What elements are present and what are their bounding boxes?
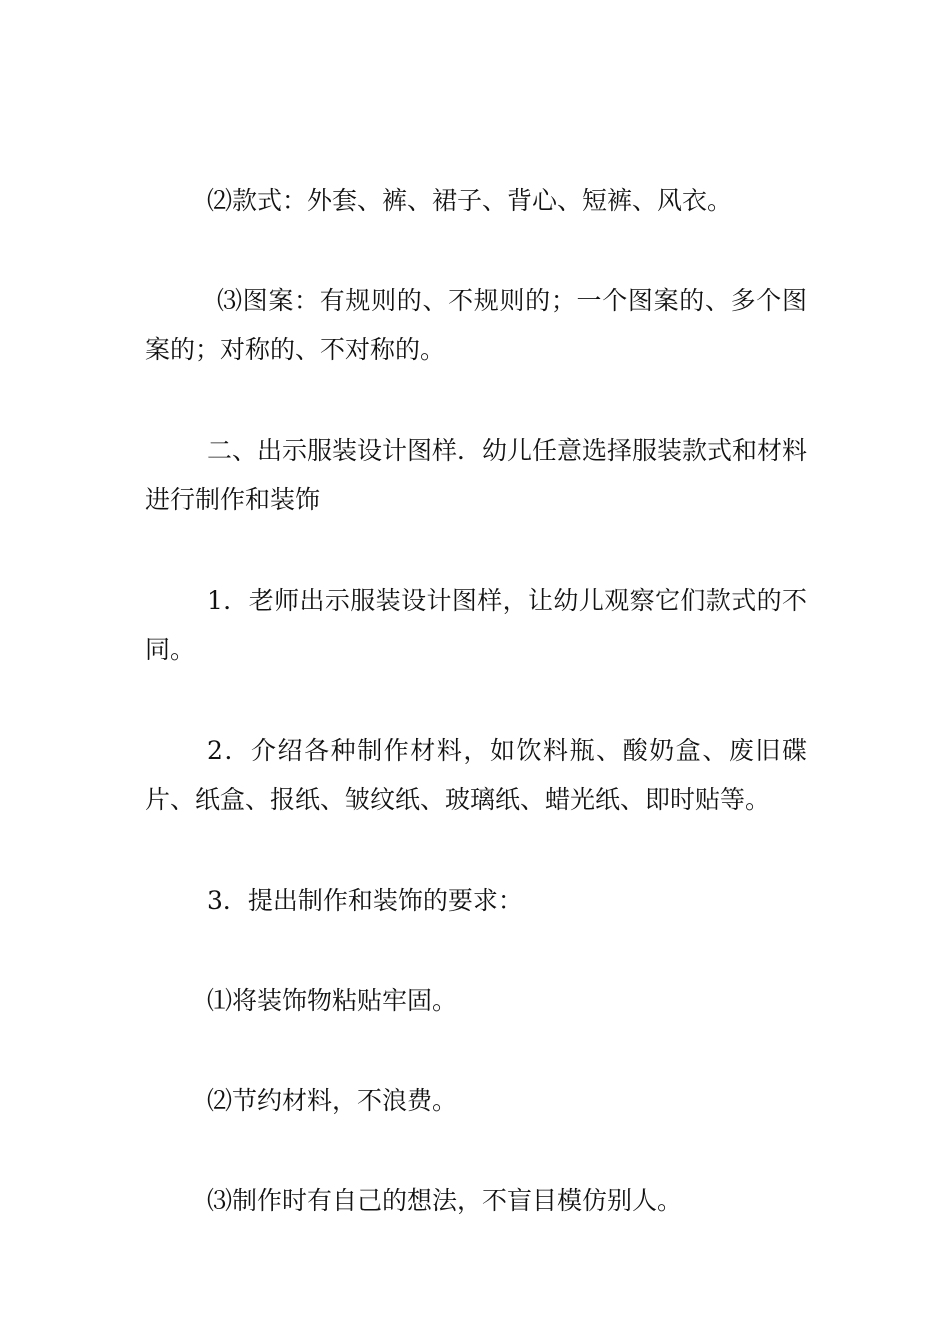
requirement-1: ⑴将装饰物粘贴牢固。	[207, 986, 458, 1015]
section-heading-two: 二、出示服装设计图样．幼儿任意选择服装款式和材料进行制作和装饰	[145, 436, 808, 514]
paragraph-item-1: 1．老师出示服装设计图样，让幼儿观察它们款式的不同。	[145, 586, 807, 664]
requirement-2: ⑵节约材料，不浪费。	[207, 1086, 458, 1115]
requirement-3: ⑶制作时有自己的想法，不盲目模仿别人。	[207, 1186, 683, 1215]
paragraph-item-3: 3．提出制作和装饰的要求：	[207, 886, 523, 915]
paragraph-style-list: ⑵款式：外套、裤、裙子、背心、短裤、风衣。	[207, 186, 733, 215]
paragraph-pattern-list: ⑶图案：有规则的、不规则的；一个图案的、多个图案的；对称的、不对称的。	[145, 286, 807, 364]
paragraph-item-2: 2．介绍各种制作材料，如饮料瓶、酸奶盒、废旧碟片、纸盒、报纸、皱纹纸、玻璃纸、蜡光纸、即时贴等。	[145, 736, 807, 814]
